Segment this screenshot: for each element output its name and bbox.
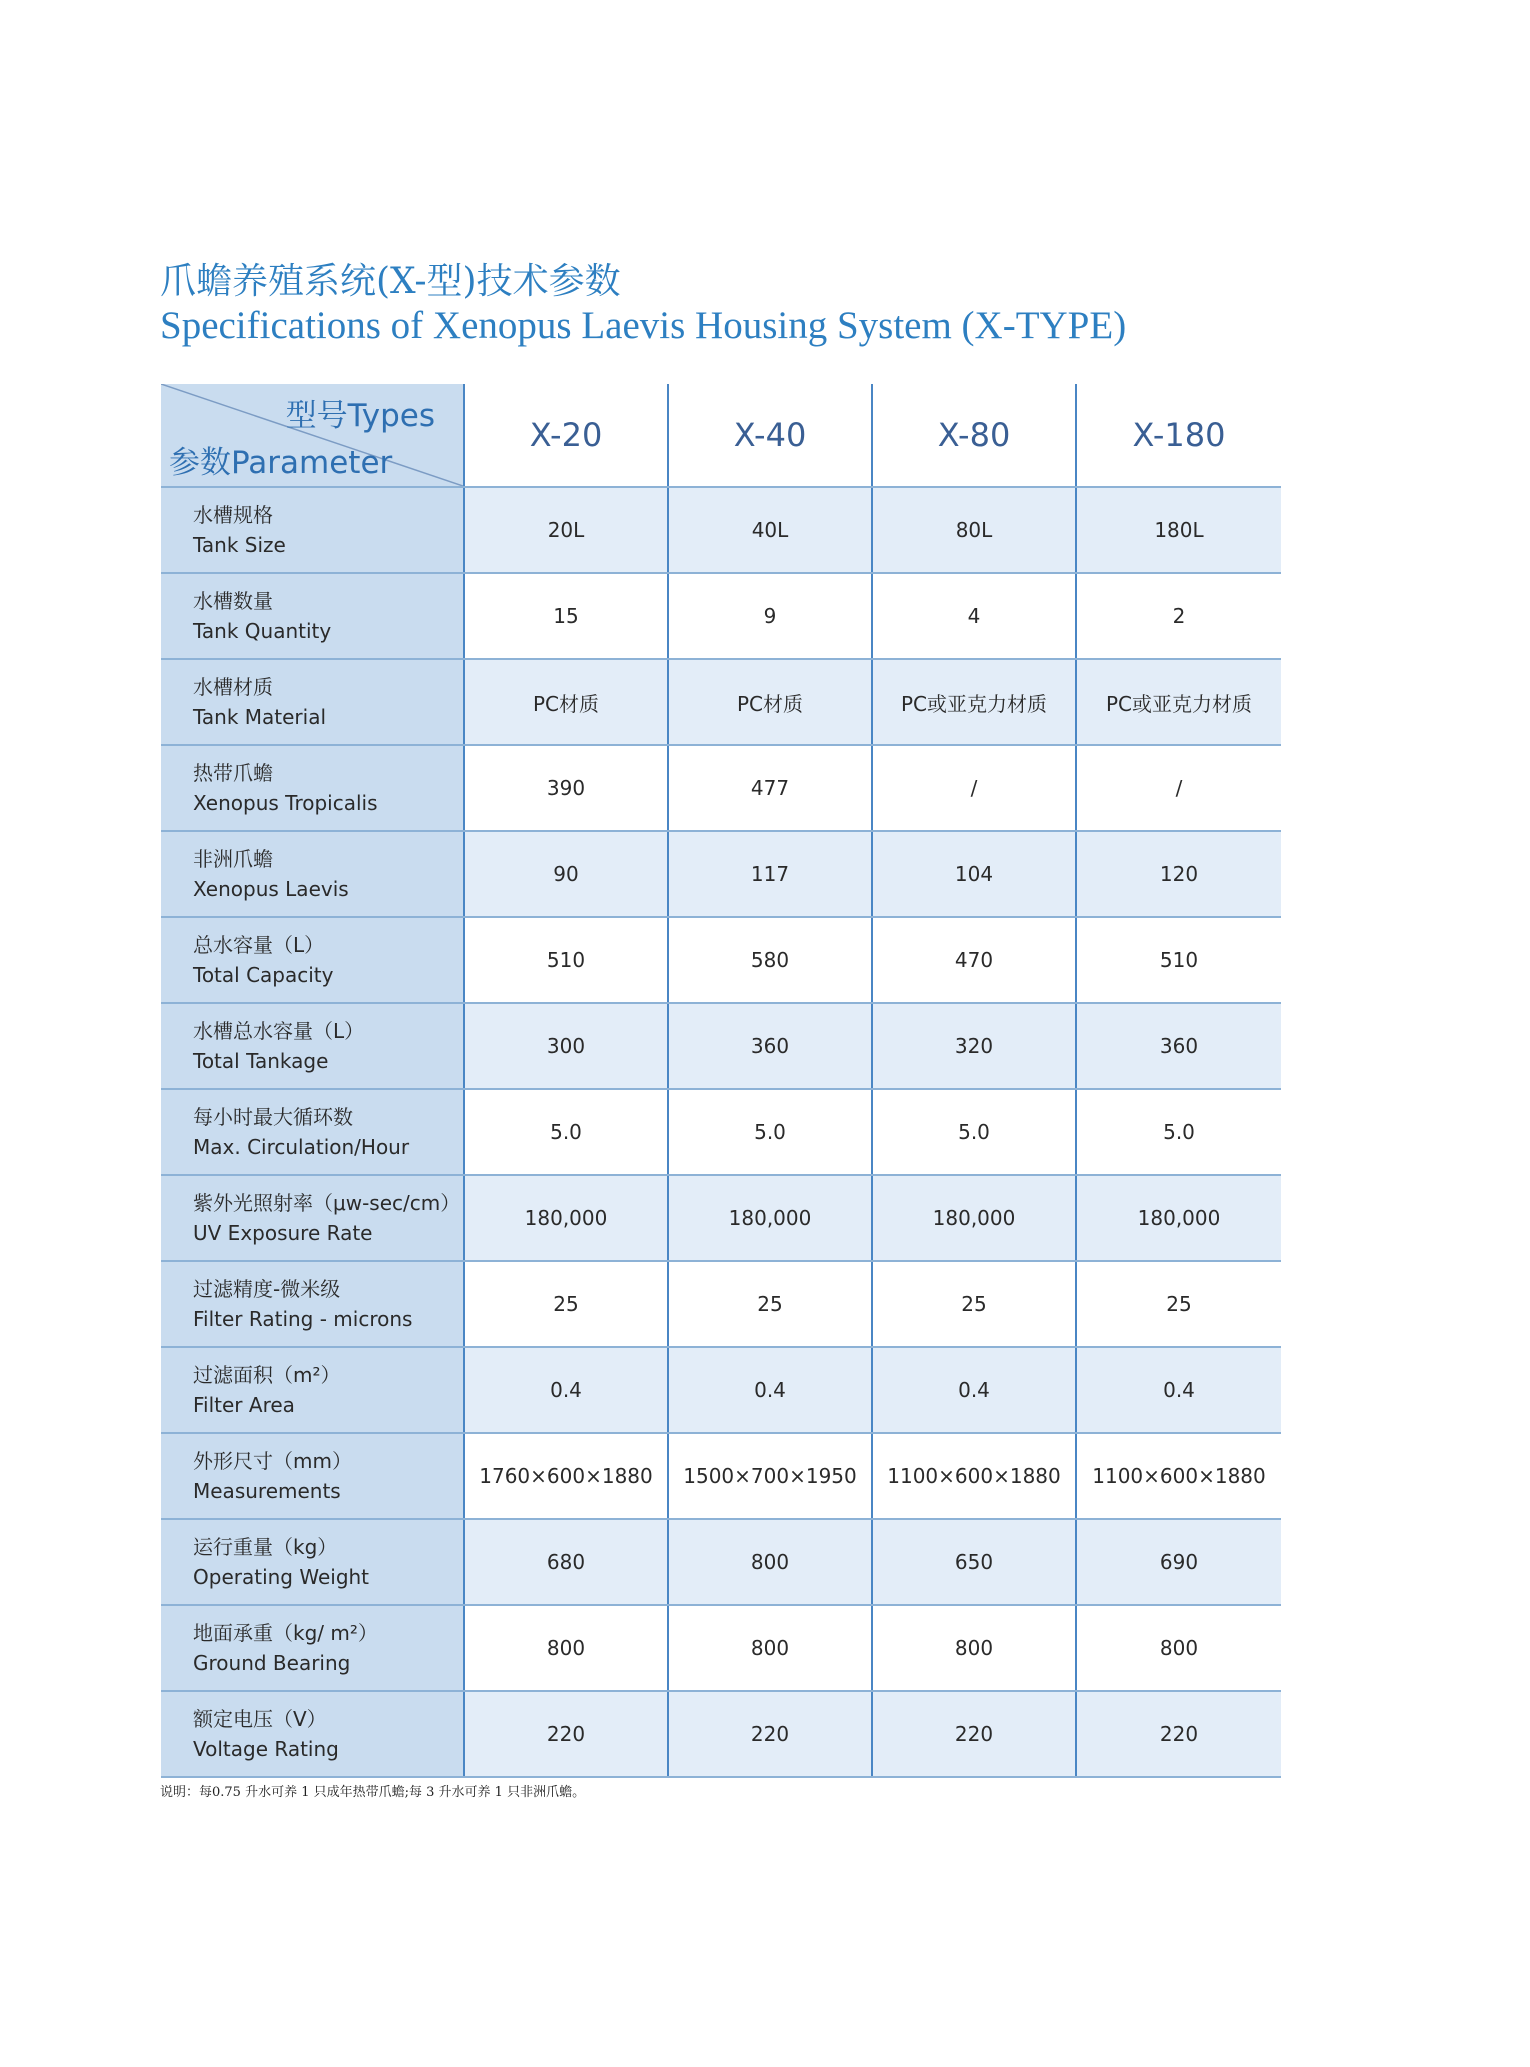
value-cell: 220: [872, 1691, 1076, 1777]
parameter-cell: [161, 1605, 464, 1691]
value-cell: 5.0: [668, 1089, 872, 1175]
value-cell: 9: [668, 573, 872, 659]
value-cell: 0.4: [1076, 1347, 1281, 1433]
parameter-name-english: UV Exposure Rate: [193, 1221, 373, 1245]
value-cell: 300: [464, 1003, 668, 1089]
table-row: [161, 745, 1281, 831]
page-title-chinese: 爪蟾养殖系统(X-型)技术参数: [160, 261, 621, 302]
parameter-name-english: Operating Weight: [193, 1565, 370, 1589]
parameter-name-chinese: 水槽规格: [193, 503, 273, 527]
value-cell: 220: [1076, 1691, 1281, 1777]
parameter-cell: [161, 1003, 464, 1089]
corner-types-label: 型号Types: [285, 398, 435, 434]
parameter-name-chinese: 过滤精度-微米级: [193, 1277, 341, 1301]
table-row: [161, 1605, 1281, 1691]
table-row: [161, 1003, 1281, 1089]
value-cell: 90: [464, 831, 668, 917]
value-cell: /: [872, 745, 1076, 831]
table-row: [161, 917, 1281, 1003]
value-cell: 4: [872, 573, 1076, 659]
column-header-model: X-180: [1076, 384, 1281, 487]
parameter-cell: [161, 1089, 464, 1175]
value-cell: 800: [668, 1519, 872, 1605]
parameter-name-english: Tank Material: [193, 705, 327, 729]
value-cell: PC材质: [668, 659, 872, 745]
parameter-name-chinese: 每小时最大循环数: [193, 1105, 353, 1129]
table-header-row: [161, 384, 1281, 487]
value-cell: 5.0: [872, 1089, 1076, 1175]
parameter-name-chinese: 非洲爪蟾: [193, 847, 273, 871]
value-cell: 25: [668, 1261, 872, 1347]
table-row: [161, 1433, 1281, 1519]
corner-parameter-label: 参数Parameter: [169, 445, 393, 481]
value-cell: 320: [872, 1003, 1076, 1089]
specifications-table: [161, 384, 1281, 1778]
parameter-name-chinese: 紫外光照射率（μw-sec/cm）: [193, 1191, 461, 1215]
value-cell: 25: [872, 1261, 1076, 1347]
parameter-name-english: Xenopus Tropicalis: [193, 791, 378, 815]
table-row: [161, 573, 1281, 659]
parameter-cell: [161, 1433, 464, 1519]
value-cell: 180,000: [1076, 1175, 1281, 1261]
value-cell: 510: [464, 917, 668, 1003]
value-cell: 180,000: [464, 1175, 668, 1261]
table-row: [161, 1691, 1281, 1777]
parameter-name-chinese: 总水容量（L）: [193, 933, 325, 957]
value-cell: 800: [872, 1605, 1076, 1691]
value-cell: 220: [464, 1691, 668, 1777]
value-cell: 470: [872, 917, 1076, 1003]
table-row: [161, 1175, 1281, 1261]
column-header-model: X-40: [668, 384, 872, 487]
parameter-name-english: Max. Circulation/Hour: [193, 1135, 410, 1159]
value-cell: 15: [464, 573, 668, 659]
parameter-name-chinese: 运行重量（kg）: [193, 1535, 338, 1559]
table-row: [161, 831, 1281, 917]
value-cell: 800: [464, 1605, 668, 1691]
value-cell: 2: [1076, 573, 1281, 659]
value-cell: 25: [1076, 1261, 1281, 1347]
parameter-cell: [161, 1519, 464, 1605]
value-cell: /: [1076, 745, 1281, 831]
value-cell: 1500×700×1950: [668, 1433, 872, 1519]
parameter-name-english: Filter Area: [193, 1393, 295, 1417]
value-cell: 360: [668, 1003, 872, 1089]
parameter-name-chinese: 额定电压（V）: [193, 1707, 327, 1731]
parameter-cell: [161, 487, 464, 573]
table-row: [161, 487, 1281, 573]
value-cell: 680: [464, 1519, 668, 1605]
value-cell: 25: [464, 1261, 668, 1347]
value-cell: 1100×600×1880: [1076, 1433, 1281, 1519]
parameter-name-english: Total Capacity: [193, 963, 334, 987]
table-row: [161, 1261, 1281, 1347]
parameter-cell: [161, 1347, 464, 1433]
value-cell: 0.4: [872, 1347, 1076, 1433]
value-cell: 510: [1076, 917, 1281, 1003]
parameter-name-english: Total Tankage: [193, 1049, 329, 1073]
value-cell: 0.4: [464, 1347, 668, 1433]
value-cell: PC材质: [464, 659, 668, 745]
value-cell: 1760×600×1880: [464, 1433, 668, 1519]
value-cell: 390: [464, 745, 668, 831]
table-body: [161, 487, 1281, 1777]
value-cell: PC或亚克力材质: [1076, 659, 1281, 745]
parameter-cell: [161, 1175, 464, 1261]
parameter-cell: [161, 1691, 464, 1777]
value-cell: 360: [1076, 1003, 1281, 1089]
value-cell: 800: [1076, 1605, 1281, 1691]
parameter-name-english: Ground Bearing: [193, 1651, 351, 1675]
parameter-name-chinese: 过滤面积（m²）: [193, 1363, 341, 1387]
parameter-cell: [161, 1261, 464, 1347]
parameter-name-chinese: 地面承重（kg/ m²）: [193, 1621, 378, 1645]
parameter-name-english: Filter Rating - microns: [193, 1307, 413, 1331]
parameter-name-english: Voltage Rating: [193, 1737, 339, 1761]
value-cell: 690: [1076, 1519, 1281, 1605]
parameter-cell: [161, 917, 464, 1003]
parameter-cell: [161, 573, 464, 659]
value-cell: 800: [668, 1605, 872, 1691]
page-title-english: Specifications of Xenopus Laevis Housing System (X-TYPE): [160, 304, 1127, 347]
parameter-name-english: Tank Quantity: [193, 619, 332, 643]
value-cell: 180,000: [668, 1175, 872, 1261]
parameter-name-english: Measurements: [193, 1479, 341, 1503]
parameter-cell: [161, 659, 464, 745]
value-cell: 477: [668, 745, 872, 831]
value-cell: 0.4: [668, 1347, 872, 1433]
parameter-name-chinese: 外形尺寸（mm）: [193, 1449, 352, 1473]
parameter-name-chinese: 热带爪蟾: [193, 761, 273, 785]
footnote: 说明：每0.75 升水可养 1 只成年热带爪蟾;每 3 升水可养 1 只非洲爪蟾。: [160, 1785, 586, 1800]
value-cell: 120: [1076, 831, 1281, 917]
value-cell: 180L: [1076, 487, 1281, 573]
table-row: [161, 1519, 1281, 1605]
corner-header-cell: [161, 384, 464, 487]
column-header-model: X-20: [464, 384, 668, 487]
value-cell: 80L: [872, 487, 1076, 573]
value-cell: 5.0: [464, 1089, 668, 1175]
value-cell: 650: [872, 1519, 1076, 1605]
value-cell: 580: [668, 917, 872, 1003]
table-row: [161, 659, 1281, 745]
table-row: [161, 1089, 1281, 1175]
parameter-cell: [161, 745, 464, 831]
parameter-name-english: Tank Size: [193, 533, 286, 557]
value-cell: 220: [668, 1691, 872, 1777]
parameter-name-chinese: 水槽总水容量（L）: [193, 1019, 365, 1043]
parameter-name-chinese: 水槽材质: [193, 675, 273, 699]
parameter-name-english: Xenopus Laevis: [193, 877, 349, 901]
value-cell: 5.0: [1076, 1089, 1281, 1175]
value-cell: 180,000: [872, 1175, 1076, 1261]
value-cell: 40L: [668, 487, 872, 573]
value-cell: 1100×600×1880: [872, 1433, 1076, 1519]
parameter-name-chinese: 水槽数量: [193, 589, 273, 613]
value-cell: 117: [668, 831, 872, 917]
column-header-model: X-80: [872, 384, 1076, 487]
value-cell: 104: [872, 831, 1076, 917]
parameter-cell: [161, 831, 464, 917]
value-cell: 20L: [464, 487, 668, 573]
value-cell: PC或亚克力材质: [872, 659, 1076, 745]
table-row: [161, 1347, 1281, 1433]
